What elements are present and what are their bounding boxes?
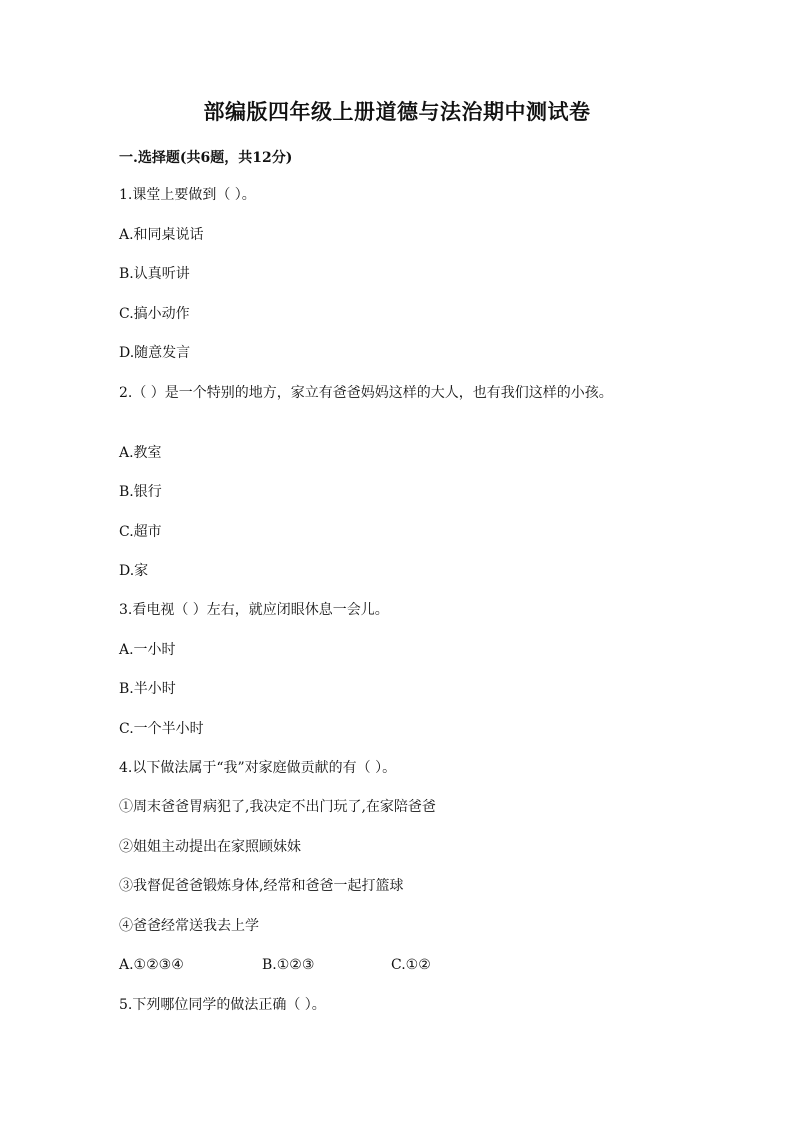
question-1-option-b: B.认真听讲 (119, 266, 190, 282)
question-3-option-a: A.一小时 (119, 642, 176, 658)
question-4-option-a: A.①②③④ (119, 957, 184, 973)
question-1-option-a: A.和同桌说话 (119, 227, 204, 243)
question-4-item-1: ①周末爸爸胃病犯了,我决定不出门玩了,在家陪爸爸 (119, 799, 436, 815)
section-heading: 一.选择题(共6题，共12分) (119, 150, 293, 166)
question-4-item-4: ④爸爸经常送我去上学 (119, 918, 259, 934)
question-4-option-b: B.①②③ (262, 957, 315, 973)
question-4-item-3: ③我督促爸爸锻炼身体,经常和爸爸一起打篮球 (119, 878, 404, 894)
question-3-stem: 3.看电视（ ）左右，就应闭眼休息一会儿。 (119, 602, 389, 618)
question-1-option-c: C.搞小动作 (119, 306, 190, 322)
question-2-stem: 2.（ ）是一个特别的地方，家立有爸爸妈妈这样的大人，也有我们这样的小孩。 (119, 385, 613, 401)
question-3-option-b: B.半小时 (119, 681, 176, 697)
question-4-option-c: C.①② (391, 957, 431, 973)
question-3-option-c: C.一个半小时 (119, 721, 204, 737)
question-1-stem: 1.课堂上要做到（ ）。 (119, 187, 256, 203)
question-5-stem: 5.下列哪位同学的做法正确（ ）。 (119, 997, 326, 1013)
question-4-item-2: ②姐姐主动提出在家照顾妹妹 (119, 839, 301, 855)
question-4-stem: 4.以下做法属于“我”对家庭做贡献的有（ ）。 (119, 760, 397, 776)
question-2-option-a: A.教室 (119, 445, 162, 461)
question-2-option-d: D.家 (119, 563, 149, 579)
exam-title: 部编版四年级上册道德与法治期中测试卷 (203, 99, 591, 124)
question-1-option-d: D.随意发言 (119, 345, 191, 361)
question-2-option-c: C.超市 (119, 524, 162, 540)
question-2-option-b: B.银行 (119, 484, 162, 500)
